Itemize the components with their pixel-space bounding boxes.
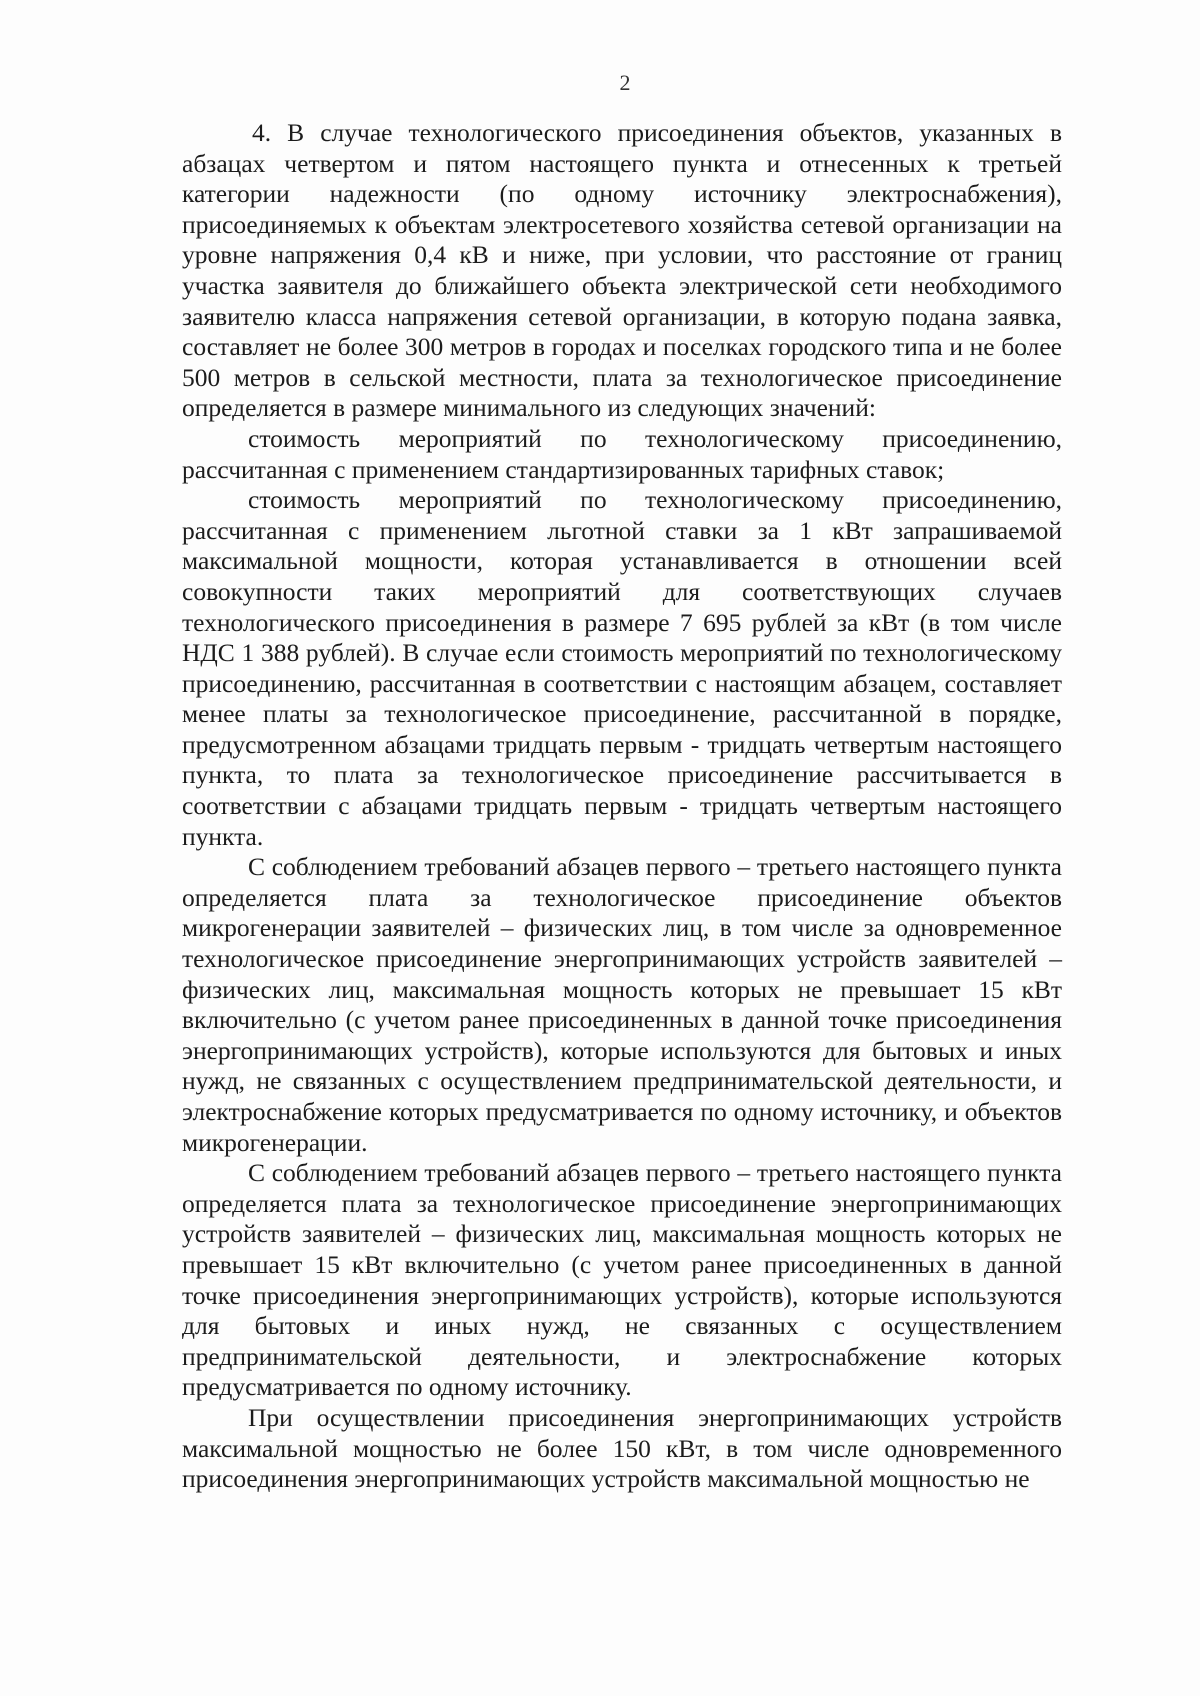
paragraph-preferential-rate: стоимость мероприятий по технологическому присоединению, рассчитанная с применением льготной ставки за 1 кВт запрашиваемой максимальной мощности, которая устанавливается в отношении всей совокупности таких мероприятий для соответствующих случаев технологического присоединения в размере 7 695 рублей за кВт (в том числе НДС 1 388 рублей). В случае если стоимость мероприятий по технологическому присоединению, рассчитанная в соответствии с настоящим абзацем, составляет менее платы за технологическое присоединение, рассчитанной в порядке, предусмотренном абзацами тридцать первым - тридцать четвертым настоящего пункта, то плата за технологическое присоединение рассчитывается в соответствии с абзацами тридцать первым - тридцать четвертым настоящего пункта. xyxy=(182,485,1062,851)
paragraph-standard-rates: стоимость мероприятий по технологическому присоединению, рассчитанная с применением стандартизированных тарифных ставок; xyxy=(182,423,1062,484)
paragraph-microgeneration: С соблюдением требований абзацев первого – третьего настоящего пункта определяется плата за технологическое присоединение объектов микрогенерации заявителей – физических лиц, в том числе за одновременное технологическое присоединение энергопринимающих устройств заявителей – физических лиц, максимальная мощность которых не превышает 15 кВт включительно (с учетом ранее присоединенных в данной точке присоединения энергопринимающих устройств), которые используются для бытовых и иных нужд, не связанных с осуществлением предпринимательской деятельности, и электроснабжение которых предусматривается по одному источнику, и объектов микрогенерации. xyxy=(182,852,1062,1157)
page-number: 2 xyxy=(619,70,631,95)
paragraph-item-4: 4. В случае технологического присоединения объектов, указанных в абзацах четвертом и пятом настоящего пункта и отнесенных к третьей категории надежности (по одному источнику электроснабжения), присоединяемых к объектам электросетевого хозяйства сетевой организации на уровне напряжения 0,4 кВ и ниже, при условии, что расстояние от границ участка заявителя до ближайшего объекта электрической сети необходимого заявителю класса напряжения сетевой организации, в которую подана заявка, составляет не более 300 метров в городах и поселках городского типа и не более 500 метров в сельской местности, плата за технологическое присоединение определяется в размере минимального из следующих значений: xyxy=(182,118,1062,423)
paragraph-individuals-15kw: С соблюдением требований абзацев первого – третьего настоящего пункта определяется плата за технологическое присоединение энергопринимающих устройств заявителей – физических лиц, максимальная мощность которых не превышает 15 кВт включительно (с учетом ранее присоединенных в данной точке присоединения энергопринимающих устройств), которые используются для бытовых и иных нужд, не связанных с осуществлением предпринимательской деятельности, и электроснабжение которых предусматривается по одному источнику. xyxy=(182,1158,1062,1402)
document-body xyxy=(182,118,1062,1495)
paragraph-150kw: При осуществлении присоединения энергопринимающих устройств максимальной мощностью не более 150 кВт, в том числе одновременного присоединения энергопринимающих устройств максимальной мощностью не xyxy=(182,1402,1062,1494)
